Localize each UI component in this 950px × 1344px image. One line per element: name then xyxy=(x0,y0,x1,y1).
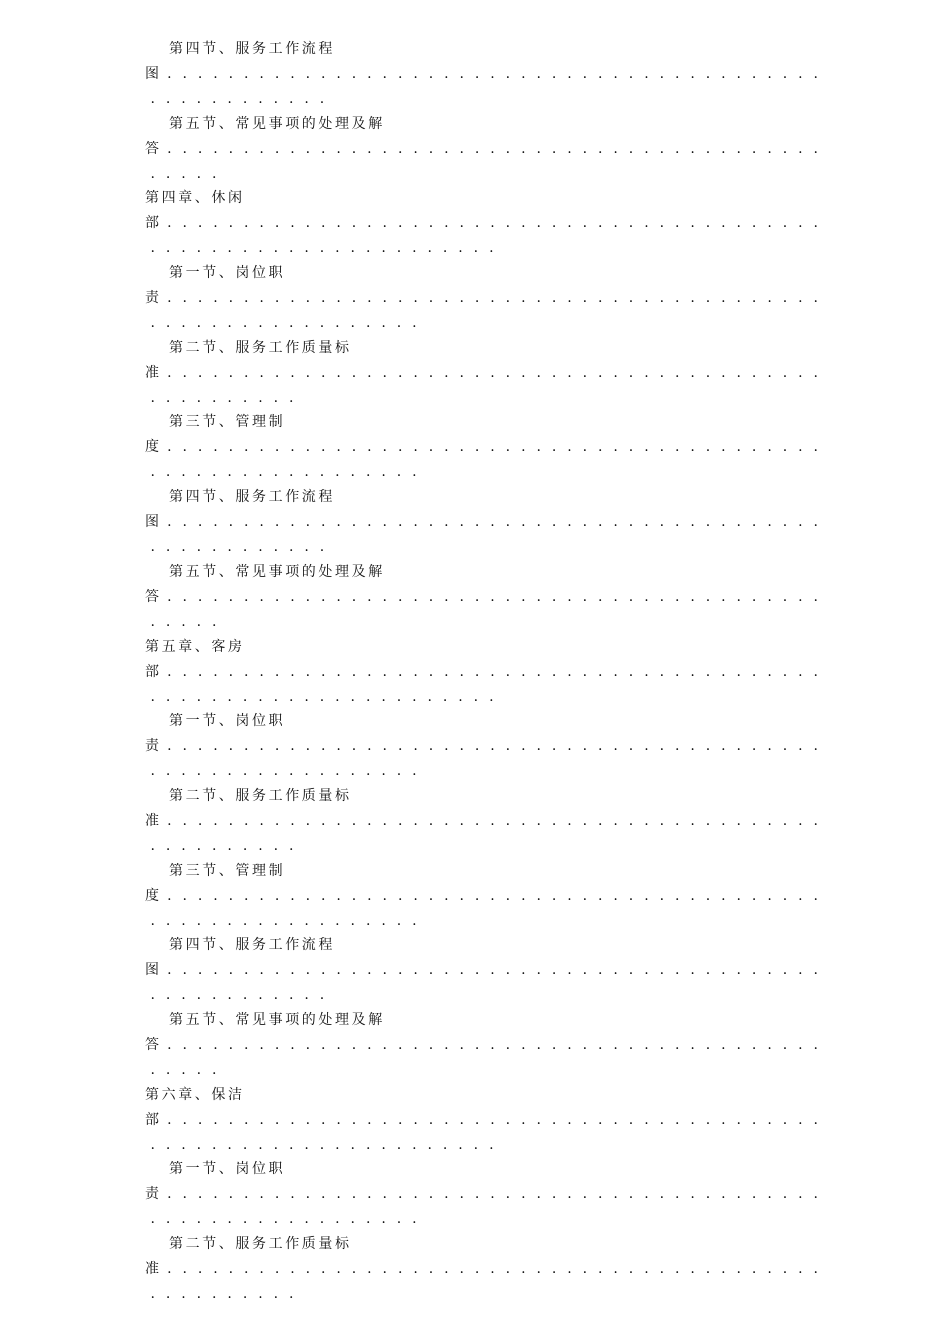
toc-entry-title: 第四章、休闲 xyxy=(145,190,245,207)
toc-leader-line-continued xyxy=(145,983,330,1008)
toc-entry-tail: 责 xyxy=(145,738,162,755)
toc-leader-line xyxy=(145,62,823,87)
toc-section-entry[interactable] xyxy=(145,485,825,560)
toc-leader-line-continued xyxy=(145,236,499,261)
toc-section-entry[interactable] xyxy=(145,410,825,485)
toc-entry-title: 第二节、服务工作质量标 xyxy=(169,339,352,356)
toc-entry-title: 第四节、服务工作流程 xyxy=(169,937,335,954)
toc-entry-title: 第五节、常见事项的处理及解 xyxy=(169,563,385,580)
toc-chapter-entry[interactable] xyxy=(145,635,825,710)
toc-entry-tail: 度 xyxy=(145,439,162,456)
toc-leader-line-continued xyxy=(145,162,222,187)
toc-entry-tail: 准 xyxy=(145,1261,162,1277)
toc-section-entry[interactable] xyxy=(145,112,825,187)
leader-dots: . . . . . . . . . . . . . . . . . . . . . . . . . . . . . . . . . . . . . . . . . . . xyxy=(167,1186,818,1203)
leader-dots: . . . . . . . . . . . . . . . . . . . . . . . . . . . . . . . . . . . . . . . . . . . xyxy=(167,364,818,381)
toc-leader-line xyxy=(145,1033,823,1058)
leader-dots: . . . . . . . . . . . . . . . . . . . . . . . . . . . . . . . . . . . . . . . . . . . xyxy=(167,588,818,605)
toc-section-entry[interactable] xyxy=(145,560,825,635)
toc-entry-title: 第二节、服务工作质量标 xyxy=(169,787,352,804)
leader-dots: . . . . . . . . . . . . . . . . . . xyxy=(150,912,417,929)
leader-dots: . . . . . . . . . . . . . . . . . . xyxy=(150,1211,417,1228)
toc-leader-line xyxy=(145,884,823,909)
leader-dots: . . . . . . . . . . . . . . . . . . xyxy=(150,315,417,332)
toc-leader-line-continued xyxy=(145,1207,422,1232)
toc-entry-tail: 准 xyxy=(145,812,162,829)
toc-leader-line xyxy=(145,660,823,685)
toc-entry-tail: 度 xyxy=(145,887,162,904)
toc-leader-line-continued xyxy=(145,535,330,560)
toc-entry-title: 第一节、岗位职 xyxy=(169,1161,286,1178)
leader-dots: . . . . . . . . . . . . . . . . . . . . . . . . . . . . . . . . . . . . . . . . . . . xyxy=(167,812,818,829)
toc-section-entry[interactable] xyxy=(145,261,825,336)
leader-dots: . . . . . . . . . . . . . . . . . . . . . . . . . . . . . . . . . . . . . . . . . . . xyxy=(167,66,818,82)
leader-dots: . . . . . . . . . . . . xyxy=(150,539,325,556)
toc-leader-line xyxy=(145,1108,823,1133)
toc-leader-line-continued xyxy=(145,311,422,336)
toc-leader-line-continued xyxy=(145,834,299,859)
toc-section-entry[interactable] xyxy=(145,859,825,934)
toc-leader-line xyxy=(145,137,823,162)
toc-section-entry[interactable] xyxy=(145,784,825,859)
leader-dots: . . . . . . . . . . . . . . . . . . . . . . . . . . . . . . . . . . . . . . . . . . . xyxy=(167,215,818,232)
toc-entry-tail: 部 xyxy=(145,1111,162,1128)
toc-leader-line xyxy=(145,211,823,236)
leader-dots: . . . . . . . . . . . . . . . . . . . . . . . . . . . . . . . . . . . . . . . . . . . xyxy=(167,439,818,456)
toc-entry-title: 第五章、客房 xyxy=(145,638,245,655)
leader-dots: . . . . . . . . . . . . . . . . . . . . . . . xyxy=(150,1136,494,1153)
toc-leader-line xyxy=(145,958,823,983)
toc-entry-title: 第六章、保洁 xyxy=(145,1086,245,1103)
toc-entry-title: 第一节、岗位职 xyxy=(169,265,286,282)
toc-entry-tail: 责 xyxy=(145,1186,162,1203)
leader-dots: . . . . . . . . . . . . . . . . . . xyxy=(150,763,417,780)
toc-leader-line-continued xyxy=(145,460,422,485)
leader-dots: . . . . . . . . . . . . . . . . . . . . . . . . . . . . . . . . . . . . . . . . . . . xyxy=(167,290,818,307)
toc-section-entry[interactable] xyxy=(145,1157,825,1232)
toc-leader-line xyxy=(145,1182,823,1207)
leader-dots: . . . . . . . . . . . . . . . . . . xyxy=(150,464,417,481)
toc-entry-title: 第三节、管理制 xyxy=(169,414,286,431)
toc-section-entry[interactable] xyxy=(145,336,825,411)
toc-entry-tail: 图 xyxy=(145,66,162,82)
toc-leader-line-continued xyxy=(145,610,222,635)
toc-entry-title: 第五节、常见事项的处理及解 xyxy=(169,1011,385,1028)
leader-dots: . . . . . . . . . . xyxy=(150,389,294,406)
toc-entry-tail: 图 xyxy=(145,514,162,531)
toc-section-entry[interactable] xyxy=(145,37,825,112)
toc-entry-title: 第三节、管理制 xyxy=(169,862,286,879)
toc-leader-line-continued xyxy=(145,87,330,112)
leader-dots: . . . . . . . . . . . . . . . . . . . . . . . . . . . . . . . . . . . . . . . . . . . xyxy=(167,962,818,979)
toc-leader-line-continued xyxy=(145,1133,499,1158)
leader-dots: . . . . . . . . . . . . . . . . . . . . . . . . . . . . . . . . . . . . . . . . . . . xyxy=(167,140,818,157)
toc-section-entry[interactable] xyxy=(145,709,825,784)
toc-leader-line xyxy=(145,286,823,311)
table-of-contents xyxy=(145,37,825,1307)
toc-leader-line xyxy=(145,1257,823,1282)
toc-leader-line xyxy=(145,435,823,460)
leader-dots: . . . . . . . . . . . . . . . . . . . . . . . . . . . . . . . . . . . . . . . . . . . xyxy=(167,887,818,904)
leader-dots: . . . . . . . . . . . . xyxy=(150,987,325,1004)
toc-entry-tail: 图 xyxy=(145,962,162,979)
toc-entry-tail: 部 xyxy=(145,663,162,680)
toc-entry-title: 第五节、常见事项的处理及解 xyxy=(169,115,385,132)
toc-leader-line xyxy=(145,809,823,834)
toc-leader-line-continued xyxy=(145,685,499,710)
toc-entry-tail: 责 xyxy=(145,290,162,307)
toc-leader-line-continued xyxy=(145,759,422,784)
leader-dots: . . . . . . . . . . . . . . . . . . . . . . . . . . . . . . . . . . . . . . . . . . . xyxy=(167,663,818,680)
toc-entry-tail: 答 xyxy=(145,140,162,157)
leader-dots: . . . . . xyxy=(150,613,217,630)
leader-dots: . . . . . . . . . . . . . . . . . . . . . . . . . . . . . . . . . . . . . . . . . . . xyxy=(167,514,818,531)
leader-dots: . . . . . . . . . . . . . . . . . . . . . . . xyxy=(150,688,494,705)
toc-leader-line xyxy=(145,734,823,759)
toc-entry-title: 第四节、服务工作流程 xyxy=(169,489,335,506)
toc-entry-tail: 部 xyxy=(145,215,162,232)
leader-dots: . . . . . . . . . . . . . . . . . . . . . . . . . . . . . . . . . . . . . . . . . . . xyxy=(167,1261,818,1277)
toc-entry-title: 第四节、服务工作流程 xyxy=(169,41,335,57)
leader-dots: . . . . . . . . . . xyxy=(150,1286,294,1302)
leader-dots: . . . . . . . . . . . . . . . . . . . . . . . . . . . . . . . . . . . . . . . . . . . xyxy=(167,1036,818,1053)
leader-dots: . . . . . xyxy=(150,165,217,182)
toc-entry-tail: 准 xyxy=(145,364,162,381)
leader-dots: . . . . . xyxy=(150,1061,217,1078)
toc-leader-line-continued xyxy=(145,1282,299,1307)
toc-entry-title: 第二节、服务工作质量标 xyxy=(169,1236,352,1252)
toc-entry-tail: 答 xyxy=(145,588,162,605)
toc-chapter-entry[interactable] xyxy=(145,1083,825,1158)
toc-leader-line xyxy=(145,361,823,386)
toc-section-entry[interactable] xyxy=(145,1232,825,1307)
toc-leader-line xyxy=(145,510,823,535)
toc-section-entry[interactable] xyxy=(145,933,825,1008)
toc-entry-tail: 答 xyxy=(145,1036,162,1053)
toc-leader-line-continued xyxy=(145,1058,222,1083)
toc-section-entry[interactable] xyxy=(145,1008,825,1083)
toc-leader-line-continued xyxy=(145,386,299,411)
leader-dots: . . . . . . . . . . xyxy=(150,837,294,854)
toc-leader-line xyxy=(145,585,823,610)
leader-dots: . . . . . . . . . . . . . . . . . . . . . . . . . . . . . . . . . . . . . . . . . . . xyxy=(167,1111,818,1128)
toc-chapter-entry[interactable] xyxy=(145,186,825,261)
toc-entry-title: 第一节、岗位职 xyxy=(169,713,286,730)
leader-dots: . . . . . . . . . . . . . . . . . . . . . . . xyxy=(150,240,494,257)
leader-dots: . . . . . . . . . . . . . . . . . . . . . . . . . . . . . . . . . . . . . . . . . . . xyxy=(167,738,818,755)
leader-dots: . . . . . . . . . . . . xyxy=(150,91,325,107)
toc-leader-line-continued xyxy=(145,909,422,934)
